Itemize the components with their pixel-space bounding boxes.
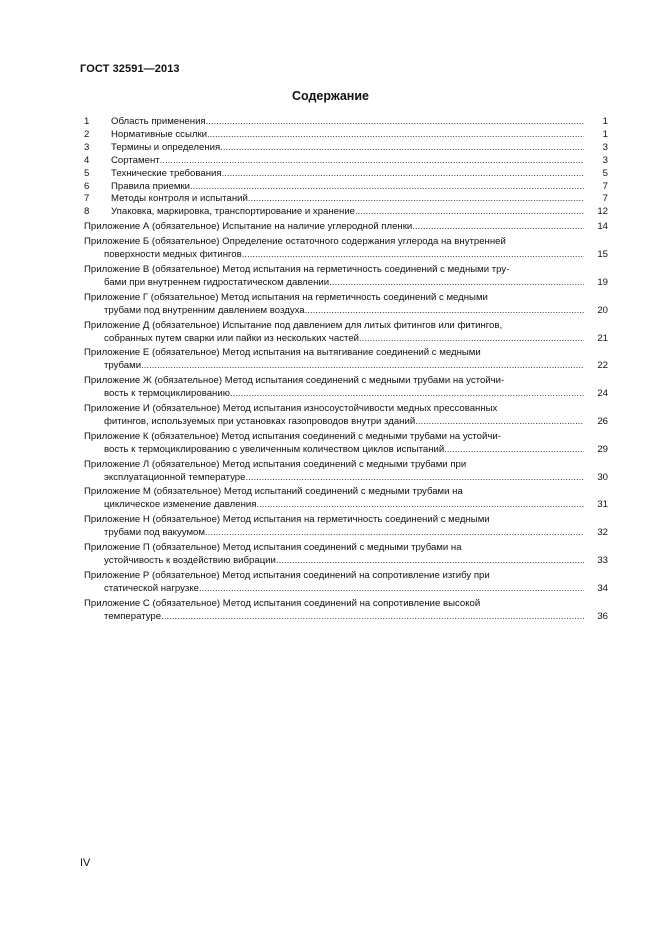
entry-title	[84, 403, 584, 429]
dot-leader	[276, 555, 584, 568]
entry-title-line: вость к термоциклированию с увеличенным количеством циклов испытаний	[104, 443, 445, 455]
entry-title	[111, 142, 584, 155]
entry-title-line: Приложение Д (обязательное) Испытание под давлением для литых фитингов или фитингов,	[84, 319, 503, 331]
section-number: 3	[84, 141, 90, 153]
toc-section-entry[interactable]	[84, 116, 608, 129]
entry-title-line: Приложение М (обязательное) Метод испытаний соединений с медными трубами на	[84, 486, 463, 498]
entry-title	[84, 514, 584, 540]
entry-title-line: температуре	[104, 610, 162, 622]
entry-title-line: устойчивость к воздействию вибрации	[104, 555, 276, 566]
entry-title-line: Приложение И (обязательное) Метод испытания износоустойчивости медных прессованных	[84, 403, 498, 415]
entry-page-number: 1	[602, 116, 608, 127]
entry-title	[84, 459, 584, 485]
entry-page-number: 30	[597, 471, 608, 483]
page-title: Содержание	[291, 89, 369, 103]
dot-leader	[444, 444, 584, 457]
toc-appendix-entry[interactable]	[84, 264, 608, 290]
entry-title-line: Термины и определения	[111, 141, 221, 153]
entry-title	[111, 155, 584, 168]
entry-page-number: 32	[597, 527, 608, 539]
entry-page-number: 7	[602, 180, 608, 192]
entry-title-line: поверхности медных фитингов	[104, 249, 242, 261]
dot-leader	[245, 472, 584, 485]
table-of-contents	[84, 116, 608, 624]
entry-page-number: 20	[597, 304, 608, 316]
entry-title	[84, 486, 584, 512]
toc-section-entry[interactable]	[84, 206, 608, 219]
dot-leader	[415, 416, 584, 429]
entry-title	[111, 206, 584, 219]
entry-title-line: Нормативные ссылки	[111, 128, 208, 140]
toc-appendix-entry[interactable]	[84, 347, 608, 373]
entry-title-line: Область применения	[111, 116, 206, 127]
dot-leader	[355, 206, 584, 219]
dot-leader	[220, 142, 584, 155]
entry-page-number: 29	[597, 443, 608, 455]
dot-leader	[329, 277, 584, 290]
entry-title	[84, 570, 584, 596]
entry-page-number: 21	[597, 332, 608, 344]
entry-title	[111, 129, 584, 142]
entry-page-number: 31	[597, 499, 608, 511]
entry-title	[111, 168, 584, 181]
toc-appendix-entry[interactable]	[84, 431, 608, 457]
dot-leader	[207, 129, 584, 142]
dot-leader	[305, 305, 584, 318]
entry-title-line: собранных путем сварки или пайки из нескольких частей	[104, 332, 360, 344]
toc-appendix-entry[interactable]	[84, 514, 608, 540]
entry-title-line: Приложение Л (обязательное) Метод испытания соединений с медными трубами при	[84, 458, 467, 470]
section-number: 8	[84, 206, 90, 218]
entry-title	[111, 116, 584, 129]
toc-appendix-entry[interactable]	[84, 320, 608, 346]
entry-page-number: 12	[597, 206, 608, 218]
entry-page-number: 7	[602, 193, 608, 205]
entry-title	[84, 320, 584, 346]
entry-page-number: 22	[597, 360, 608, 372]
entry-page-number: 19	[597, 276, 608, 288]
entry-page-number: 15	[597, 249, 608, 261]
section-number: 1	[84, 116, 90, 127]
toc-appendix-entry[interactable]	[84, 221, 608, 234]
toc-appendix-entry[interactable]	[84, 598, 608, 624]
entry-page-number: 14	[597, 221, 608, 233]
entry-page-number: 26	[597, 415, 608, 427]
entry-title-line: Приложение Б (обязательное) Определение остаточного содержания углерода на внутренней	[84, 236, 506, 248]
entry-page-number: 5	[602, 167, 608, 179]
toc-section-entry[interactable]	[84, 129, 608, 142]
entry-title-line: статической нагрузке	[104, 582, 199, 594]
entry-page-number: 33	[597, 555, 608, 566]
dot-leader	[242, 249, 584, 262]
dot-leader	[248, 193, 584, 206]
page-number-roman: IV	[80, 857, 91, 869]
toc-appendix-entry[interactable]	[84, 486, 608, 512]
entry-title-line: фитингов, используемых при установках газопроводов внутри зданий	[104, 415, 416, 427]
dot-leader	[412, 221, 584, 234]
entry-page-number: 1	[602, 128, 608, 140]
entry-title-line: Приложение К (обязательное) Метод испытания соединений с медными трубами на устойчи-	[84, 430, 501, 442]
toc-section-entry[interactable]	[84, 168, 608, 181]
entry-title-line: трубами под вакуумом	[104, 527, 205, 539]
dot-leader	[199, 583, 584, 596]
dot-leader	[161, 611, 584, 624]
entry-page-number: 3	[602, 154, 608, 166]
entry-title	[84, 221, 584, 234]
toc-appendix-entry[interactable]	[84, 292, 608, 318]
section-number: 7	[84, 193, 90, 205]
toc-appendix-entry[interactable]	[84, 570, 608, 596]
entry-page-number: 34	[597, 582, 608, 594]
dot-leader	[206, 116, 584, 129]
entry-title-line: Правила приемки	[111, 180, 190, 192]
entry-title-line: эксплуатационной температуре	[104, 471, 246, 483]
entry-title-line: Приложение П (обязательное) Метод испытания соединений с медными трубами на	[84, 542, 462, 554]
entry-title-line: бами при внутреннем гидростатическом давлении	[104, 276, 330, 288]
entry-title-line: Приложение Ж (обязательное) Метод испытания соединений с медными трубами на устойчи-	[84, 375, 505, 387]
entry-title-line: трубами	[104, 360, 142, 372]
entry-title-line: Технические требования	[111, 167, 222, 179]
toc-section-entry[interactable]	[84, 181, 608, 194]
dot-leader	[359, 333, 584, 346]
entry-title-line: Сортамент	[111, 154, 160, 166]
entry-title	[84, 292, 584, 318]
entry-title	[84, 375, 584, 401]
entry-title-line: Приложение Р (обязательное) Метод испытания соединений на сопротивление изгибу при	[84, 569, 490, 581]
section-number: 2	[84, 128, 90, 140]
entry-title-line: Приложение В (обязательное) Метод испытания на герметичность соединений с медными тру-	[84, 263, 510, 275]
toc-appendix-entry[interactable]	[84, 459, 608, 485]
toc-appendix-entry[interactable]	[84, 403, 608, 429]
toc-section-entry[interactable]	[84, 155, 608, 168]
section-number: 6	[84, 180, 90, 192]
entry-title-line: Приложение А (обязательное) Испытание на наличие углеродной пленки	[84, 221, 413, 233]
entry-title	[111, 193, 584, 206]
entry-page-number: 24	[597, 388, 608, 400]
dot-leader	[222, 168, 584, 181]
entry-title	[84, 264, 584, 290]
entry-title	[84, 236, 584, 262]
entry-title	[84, 598, 584, 624]
entry-page-number: 3	[602, 141, 608, 153]
entry-title-line: Приложение С (обязательное) Метод испытания соединений на сопротивление высокой	[84, 597, 481, 609]
entry-title-line: трубами под внутренним давлением воздуха	[104, 304, 305, 316]
dot-leader	[190, 181, 584, 194]
entry-title-line: вость к термоциклированию	[104, 388, 230, 400]
toc-appendix-entry[interactable]	[84, 542, 608, 568]
entry-title-line: Приложение Е (обязательное) Метод испытания на вытягивание соединений с медными	[84, 347, 481, 359]
entry-title-line: Приложение Г (обязательное) Метод испытания на герметичность соединений с медными	[84, 291, 488, 303]
toc-appendix-entry[interactable]	[84, 375, 608, 401]
dot-leader	[230, 388, 584, 401]
section-number: 5	[84, 167, 90, 179]
entry-title-line: циклическое изменение давления	[104, 499, 257, 511]
toc-section-entry[interactable]	[84, 142, 608, 155]
entry-title-line: Упаковка, маркировка, транспортирование и хранение	[111, 206, 356, 218]
entry-page-number: 36	[597, 610, 608, 622]
section-number: 4	[84, 154, 90, 166]
dot-leader	[205, 527, 584, 540]
dot-leader	[160, 155, 584, 168]
toc-section-entry[interactable]	[84, 193, 608, 206]
dot-leader	[141, 360, 584, 373]
dot-leader	[256, 499, 584, 512]
entry-title-line: Методы контроля и испытаний	[111, 193, 248, 205]
entry-title	[84, 542, 584, 568]
entry-title	[84, 431, 584, 457]
standard-code: ГОСТ 32591—2013	[80, 63, 180, 75]
toc-appendix-entry[interactable]	[84, 236, 608, 262]
entry-title	[111, 181, 584, 194]
entry-title	[84, 347, 584, 373]
entry-title-line: Приложение Н (обязательное) Метод испытания на герметичность соединений с медными	[84, 514, 490, 526]
